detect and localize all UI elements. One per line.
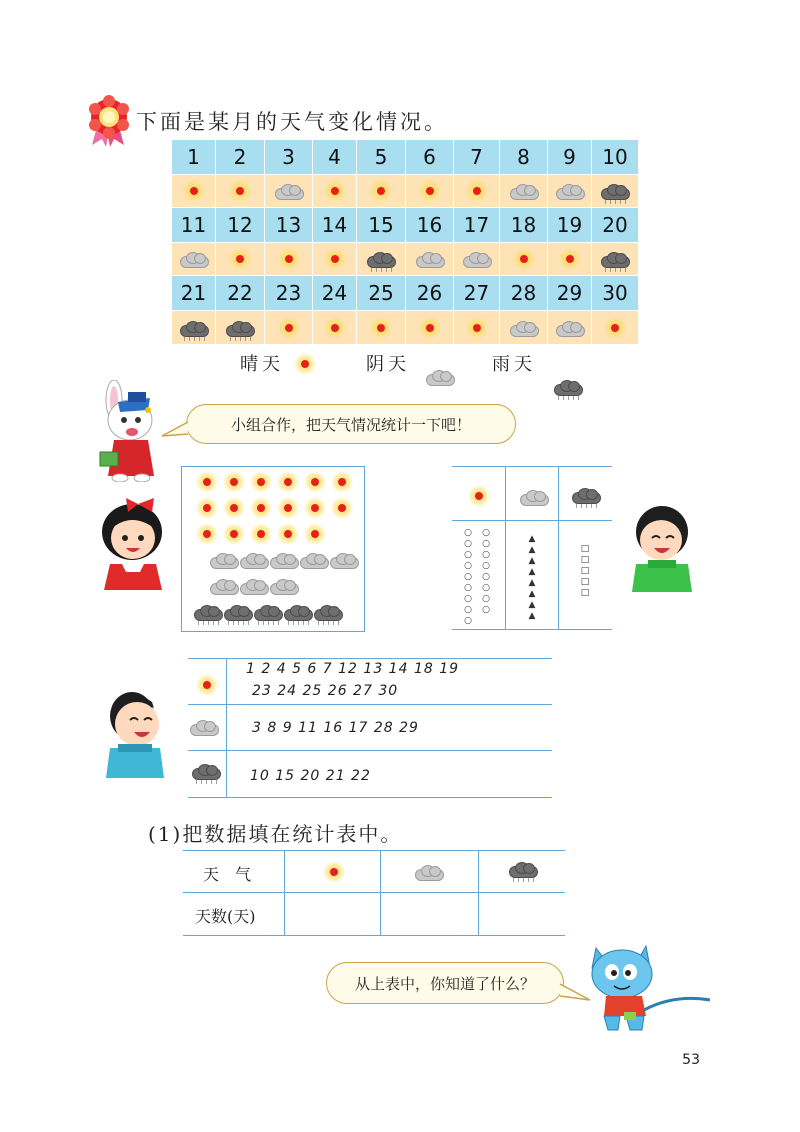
tally-cloudy-col: ▲ ▲ ▲ ▲ ▲ ▲ ▲ ▲ <box>528 534 536 621</box>
tally-sunny-col1: ○ ○ ○ ○ ○ ○ ○ ○ ○ <box>464 528 472 626</box>
question-1: (1)把数据填在统计表中。 <box>148 822 403 846</box>
rain-cloud-icon <box>180 321 208 335</box>
weather-calendar <box>172 140 639 345</box>
calendar-day-number: 26 <box>406 276 454 311</box>
legend-cloudy <box>366 350 410 376</box>
cloud-icon <box>416 252 444 266</box>
cloud-icon <box>556 184 584 198</box>
pictograph-cloudy-icon <box>270 553 298 567</box>
sun-icon <box>233 252 247 266</box>
calendar-day-number: 23 <box>265 276 313 311</box>
pictograph-box <box>181 466 365 632</box>
calendar-day-weather <box>172 243 216 276</box>
list-sunny-days-line1: 1 2 4 5 6 7 12 13 14 18 19 <box>246 661 460 677</box>
calendar-day-number: 2 <box>216 140 265 175</box>
pictograph-rainy-icon <box>254 605 282 619</box>
sun-icon <box>470 321 484 335</box>
pictograph-sunny-icon <box>308 501 322 515</box>
calendar-day-number: 27 <box>454 276 500 311</box>
calendar-day-weather <box>548 311 592 345</box>
calendar-day-weather <box>265 175 313 208</box>
bubble-tail <box>160 420 190 440</box>
pictograph-sunny-icon <box>254 527 268 541</box>
pictograph-rainy-icon <box>194 605 222 619</box>
calendar-day-number: 3 <box>265 140 313 175</box>
tally-sun-icon <box>472 489 486 503</box>
rain-cloud-icon <box>601 252 629 266</box>
tally-rainy-col: □ □ □ □ □ <box>580 544 590 598</box>
pictograph-sunny-icon <box>281 475 295 489</box>
pictograph-sunny-icon <box>227 501 241 515</box>
stat-row-weather-label: 天 气 <box>203 865 252 884</box>
calendar-day-weather <box>406 243 454 276</box>
pictograph-cloudy-icon <box>240 553 268 567</box>
pictograph-sunny-icon <box>281 527 295 541</box>
cloud-icon <box>510 184 538 198</box>
calendar-day-number: 17 <box>454 208 500 243</box>
stat-cloudy-count-cell[interactable] <box>382 894 477 934</box>
rain-cloud-icon <box>226 321 254 335</box>
pictograph-cloudy-icon <box>330 553 358 567</box>
pictograph-sunny-icon <box>200 501 214 515</box>
calendar-day-number: 1 <box>172 140 216 175</box>
calendar-day-number: 8 <box>500 140 548 175</box>
calendar-day-weather <box>592 311 639 345</box>
sun-icon <box>563 252 577 266</box>
calendar-day-weather <box>313 175 357 208</box>
rain-cloud-icon <box>554 380 582 394</box>
calendar-day-weather <box>357 311 406 345</box>
sun-icon <box>608 321 622 335</box>
stat-cloud-icon <box>415 865 443 879</box>
calendar-day-number: 28 <box>500 276 548 311</box>
pictograph-sunny-icon <box>281 501 295 515</box>
list-cloud-icon <box>190 720 218 734</box>
calendar-day-weather <box>265 243 313 276</box>
cloud-icon <box>180 252 208 266</box>
tally-table <box>452 466 612 630</box>
calendar-day-number: 14 <box>313 208 357 243</box>
rain-cloud-icon <box>601 184 629 198</box>
speech-bubble-2-text: 从上表中，你知道了什么？ <box>354 974 535 993</box>
calendar-day-weather <box>500 311 548 345</box>
pictograph-cloudy-icon <box>210 579 238 593</box>
calendar-day-weather <box>406 175 454 208</box>
calendar-day-number: 10 <box>592 140 639 175</box>
pictograph-sunny-icon <box>200 527 214 541</box>
calendar-day-number: 4 <box>313 140 357 175</box>
calendar-day-weather <box>313 243 357 276</box>
cloud-icon <box>426 370 454 384</box>
list-rain-icon <box>192 764 220 778</box>
tally-cloud-icon <box>520 490 548 504</box>
cloud-icon <box>556 321 584 335</box>
sun-icon <box>470 184 484 198</box>
sun-icon <box>282 321 296 335</box>
list-sunny-days-line2: 23 24 25 26 27 30 <box>252 683 399 699</box>
pictograph-rainy-icon <box>314 605 342 619</box>
problem-title: 下面是某月的天气变化情况。 <box>136 110 448 134</box>
legend-rainy-label: 雨天 <box>492 354 536 375</box>
calendar-day-number: 15 <box>357 208 406 243</box>
cloud-icon <box>463 252 491 266</box>
stat-sunny-count-cell[interactable] <box>286 894 379 934</box>
legend-sunny <box>240 350 284 376</box>
calendar-day-number: 30 <box>592 276 639 311</box>
calendar-day-weather <box>357 243 406 276</box>
pictograph-cloudy-icon <box>240 579 268 593</box>
pictograph-sunny-icon <box>308 475 322 489</box>
page-number: 53 <box>682 1052 700 1068</box>
calendar-day-weather <box>548 175 592 208</box>
calendar-day-weather <box>454 175 500 208</box>
sun-icon <box>233 184 247 198</box>
statistics-table <box>183 850 565 936</box>
pictograph-sunny-icon <box>200 475 214 489</box>
pictograph-sunny-icon <box>308 527 322 541</box>
pictograph-sunny-icon <box>335 501 349 515</box>
calendar-day-number: 16 <box>406 208 454 243</box>
list-cloudy-days: 3 8 9 11 16 17 28 29 <box>252 720 419 736</box>
calendar-day-weather <box>216 311 265 345</box>
list-rainy-days: 10 15 20 21 22 <box>250 768 371 784</box>
calendar-day-number: 24 <box>313 276 357 311</box>
cat-mascot <box>584 940 714 1034</box>
calendar-day-number: 29 <box>548 276 592 311</box>
sun-icon <box>328 321 342 335</box>
tally-sunny-col2: ○ ○ ○ ○ ○ ○ ○ ○ <box>482 528 490 615</box>
sun-icon <box>423 184 437 198</box>
calendar-day-number: 7 <box>454 140 500 175</box>
calendar-day-number: 20 <box>592 208 639 243</box>
calendar-day-weather <box>216 175 265 208</box>
sun-icon <box>374 184 388 198</box>
stat-row-days-label: 天数(天) <box>195 907 256 926</box>
calendar-day-weather <box>548 243 592 276</box>
calendar-day-number: 22 <box>216 276 265 311</box>
pictograph-sunny-icon <box>254 475 268 489</box>
calendar-day-number: 9 <box>548 140 592 175</box>
number-list-table <box>188 658 552 798</box>
calendar-day-number: 13 <box>265 208 313 243</box>
stat-rainy-count-cell[interactable] <box>480 894 564 934</box>
speech-bubble-1-text: 小组合作，把天气情况统计一下吧！ <box>230 415 471 434</box>
calendar-day-number: 21 <box>172 276 216 311</box>
rosette-icon <box>84 95 134 147</box>
pictograph-rainy-icon <box>224 605 252 619</box>
speech-bubble-1 <box>186 404 516 444</box>
boy-character <box>630 500 694 592</box>
stat-rain-icon <box>509 862 537 876</box>
boy-character-2 <box>104 686 166 778</box>
rabbit-mascot <box>88 380 168 482</box>
pictograph-cloudy-icon <box>210 553 238 567</box>
list-sun-icon <box>200 678 214 692</box>
sun-icon <box>423 321 437 335</box>
calendar-day-number: 18 <box>500 208 548 243</box>
sun-icon <box>374 321 388 335</box>
calendar-day-number: 11 <box>172 208 216 243</box>
calendar-day-weather <box>357 175 406 208</box>
legend-cloudy-label: 阴天 <box>366 354 410 375</box>
calendar-day-weather <box>500 243 548 276</box>
girl-character <box>96 498 170 590</box>
calendar-day-number: 12 <box>216 208 265 243</box>
calendar-day-weather <box>172 311 216 345</box>
calendar-day-weather <box>500 175 548 208</box>
calendar-day-weather <box>454 311 500 345</box>
calendar-day-number: 25 <box>357 276 406 311</box>
calendar-day-weather <box>592 243 639 276</box>
calendar-day-weather <box>406 311 454 345</box>
sun-icon <box>298 357 312 371</box>
cloud-icon <box>275 184 303 198</box>
pictograph-cloudy-icon <box>300 553 328 567</box>
calendar-day-weather <box>265 311 313 345</box>
cloud-icon <box>510 321 538 335</box>
pictograph-sunny-icon <box>227 475 241 489</box>
sun-icon <box>187 184 201 198</box>
legend-sunny-label: 晴天 <box>240 354 284 375</box>
calendar-day-number: 5 <box>357 140 406 175</box>
calendar-day-weather <box>172 175 216 208</box>
sun-icon <box>517 252 531 266</box>
pictograph-rainy-icon <box>284 605 312 619</box>
pictograph-sunny-icon <box>254 501 268 515</box>
legend-rainy <box>492 350 536 376</box>
calendar-day-number: 19 <box>548 208 592 243</box>
calendar-day-weather <box>216 243 265 276</box>
pictograph-sunny-icon <box>227 527 241 541</box>
calendar-day-weather <box>454 243 500 276</box>
calendar-day-weather <box>592 175 639 208</box>
calendar-day-number: 6 <box>406 140 454 175</box>
sun-icon <box>328 252 342 266</box>
pictograph-sunny-icon <box>335 475 349 489</box>
tally-rain-icon <box>572 488 600 502</box>
rain-cloud-icon <box>367 252 395 266</box>
stat-sun-icon <box>327 865 341 879</box>
sun-icon <box>282 252 296 266</box>
sun-icon <box>328 184 342 198</box>
pictograph-cloudy-icon <box>270 579 298 593</box>
calendar-day-weather <box>313 311 357 345</box>
speech-bubble-2 <box>326 962 564 1004</box>
